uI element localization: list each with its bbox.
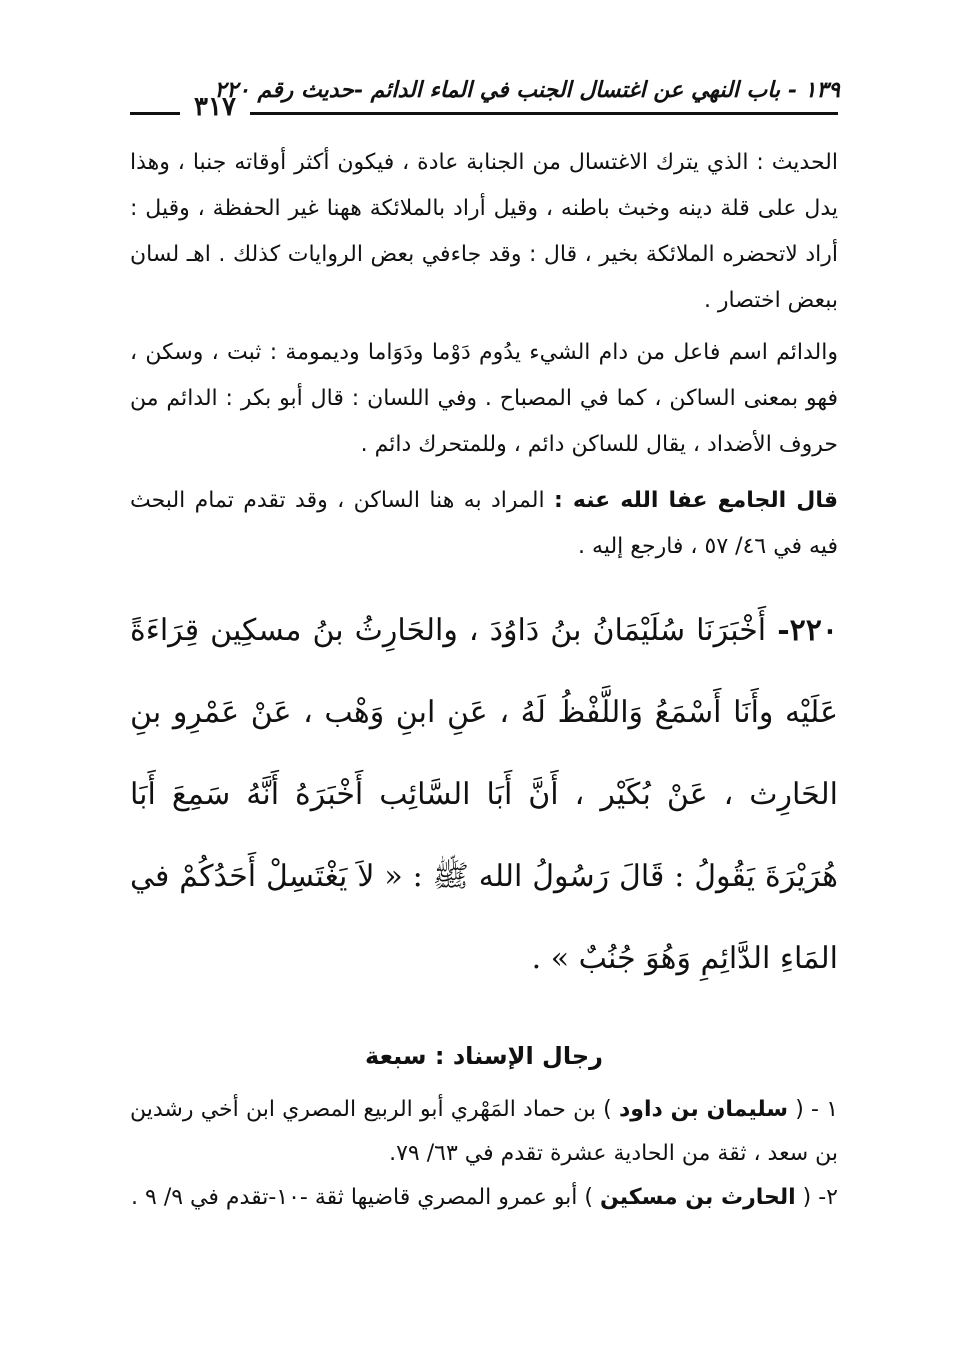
- narrator-item: ١ - ( سليمان بن داود ) بن حماد المَهْري أبو الربيع المصري ابن أخي رشدين بن سعد ، ثقة من الحادية عشرة تقدم في ٦٣/ ٧٩.: [130, 1097, 839, 1166]
- narrator-name: الحارث بن مسكين: [600, 1185, 796, 1210]
- section-title: رجال الإسناد : سبعة: [365, 1042, 603, 1070]
- compiler-note: [130, 478, 838, 570]
- narrator-list: [130, 1088, 838, 1220]
- running-title: ١٣٩ - باب النهي عن اغتسال الجنب في الماء الدائم -حديث رقم ٢٢٠: [214, 77, 840, 103]
- commentary-text: والدائم اسم فاعل من دام الشيء يدُوم دَوْما ودَوَاما وديمومة : ثبت ، وسكن ، فهو بمعنى الساكن ، كما في المصباح . وفي اللسان : قال أبو بكر : الدائم من حروف الأضداد ، يقال للساكن دائم ، وللمتحرك دائم .: [130, 340, 838, 457]
- compiler-note-lead: قال الجامع عفا الله عنه :: [554, 488, 839, 513]
- page-number: ٣١٧: [180, 92, 250, 122]
- commentary-paragraph-2: [130, 330, 838, 468]
- commentary-paragraph-1: [130, 140, 838, 324]
- hadith-number: ٢٢٠-: [777, 613, 838, 648]
- narrator-name: سليمان بن داود: [618, 1097, 788, 1122]
- compiler-note-text: المراد به هنا الساكن ، وقد تقدم تمام البحث فيه في ٤٦/ ٥٧ ، فارجع إليه .: [130, 488, 838, 559]
- hadith-text: أَخْبَرَنَا سُلَيْمَانُ بنُ دَاوُدَ ، والحَارِثُ بنُ مسكِين قِرَاءَةً عَلَيْه وأَنَا أَسْمَعُ وَاللَّفْظُ لَهُ ، عَنِ ابنِ وَهْب ، عَنْ عَمْرِو بنِ الحَارِث ، عَنْ بُكَيْر ، أَنَّ أَبَا السَّائِب أَخْبَرَهُ أَنَّهُ سَمِعَ أَبَا هُرَيْرَةَ يَقُولُ : قَالَ رَسُولُ الله ﷺ : « لاَ يَغْتَسِلْ أَحَدُكُمْ في المَاءِ الدَّائِمِ وَهُوَ جُنُبٌ » .: [130, 613, 838, 976]
- narrator-item: ٢- ( الحارث بن مسكين ) أبو عمرو المصري قاضيها ثقة -١٠-تقدم في ٩/ ٩ .: [131, 1185, 838, 1210]
- hadith-block: [130, 590, 838, 1000]
- commentary-text: الحديث : الذي يترك الاغتسال من الجنابة عادة ، فيكون أكثر أوقاته جنبا ، وهذا يدل على قلة دينه وخبث باطنه ، وقيل أراد بالملائكة ههنا غير الحفظة ، وقيل : أراد لاتحضره الملائكة بخير ، قال : وقد جاءفي بعض الروايات كذلك . اهـ لسان ببعض اختصار .: [130, 150, 838, 313]
